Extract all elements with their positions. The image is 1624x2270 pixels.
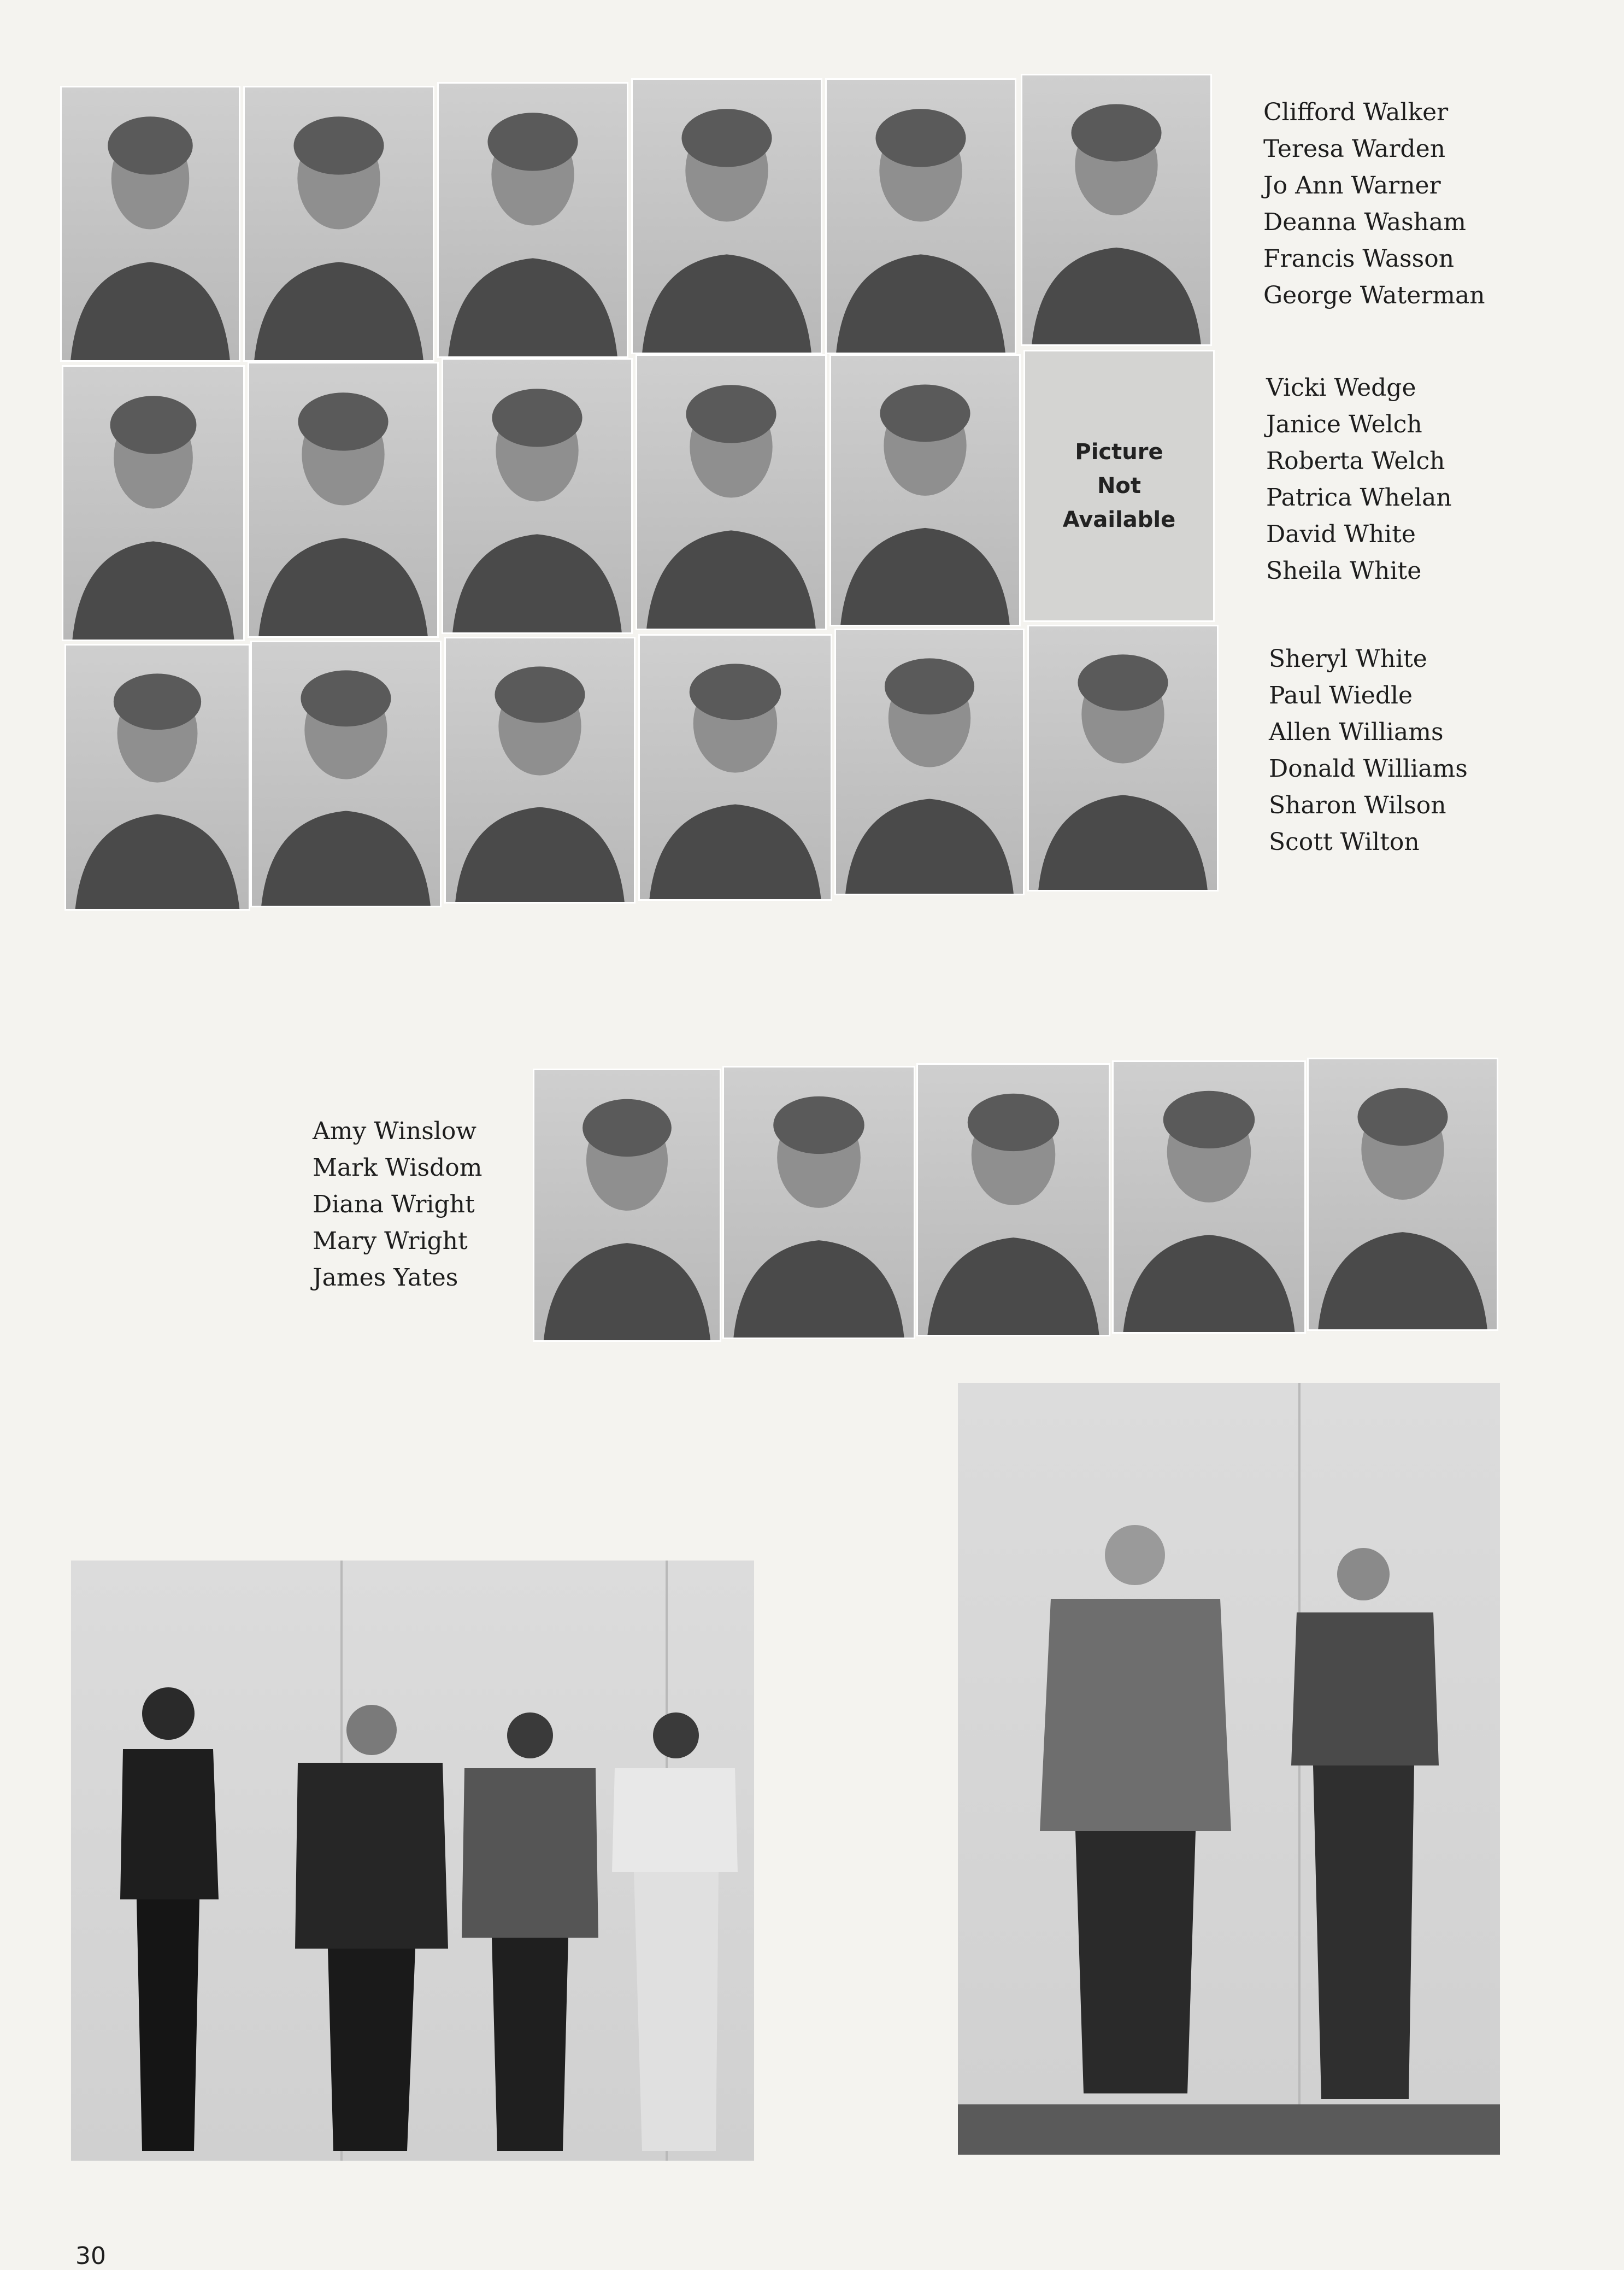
- portrait-james-yates: [1307, 1058, 1498, 1331]
- portrait-amy-winslow: [533, 1069, 721, 1342]
- portrait-david-white: [829, 354, 1021, 626]
- student-name: Donald Williams: [1269, 755, 1468, 783]
- portrait-george-waterman: [1021, 74, 1212, 346]
- portrait-diana-wright: [916, 1063, 1110, 1336]
- portrait-clifford-walker: [60, 86, 240, 362]
- name-list-row-3: [1269, 641, 1468, 860]
- student-name: Amy Winslow: [313, 1117, 477, 1145]
- student-name: Scott Wilton: [1269, 828, 1420, 856]
- portrait-mark-wisdom: [722, 1066, 915, 1339]
- student-name: Mary Wright: [313, 1227, 468, 1255]
- student-name: Vicki Wedge: [1266, 374, 1416, 402]
- student-name: James Yates: [313, 1264, 458, 1292]
- name-list-row-1: [1263, 94, 1485, 314]
- student-name: Roberta Welch: [1266, 447, 1445, 475]
- portrait-janice-welch: [248, 362, 439, 638]
- portrait-sharon-wilson: [834, 629, 1025, 895]
- student-name: David White: [1266, 520, 1416, 548]
- student-name: Sheila White: [1266, 557, 1422, 585]
- picture-not-available-label: Picture Not Available: [1062, 439, 1176, 532]
- student-name: Sheryl White: [1269, 645, 1427, 673]
- group-photo-two-boys: [958, 1383, 1500, 2155]
- picture-not-available-placeholder: [1023, 350, 1215, 622]
- portrait-teresa-warden: [243, 86, 434, 362]
- student-name: Francis Wasson: [1263, 245, 1455, 273]
- portrait-francis-wasson: [825, 78, 1016, 354]
- portrait-allen-williams: [444, 637, 636, 904]
- student-name: Patrica Whelan: [1266, 484, 1452, 512]
- student-name: Teresa Warden: [1263, 135, 1446, 163]
- page-number: 30: [75, 2242, 106, 2270]
- student-name: Paul Wiedle: [1269, 682, 1413, 709]
- portrait-donald-williams: [638, 634, 832, 901]
- portrait-jo-ann-warner: [437, 82, 628, 358]
- portrait-deanna-washam: [631, 78, 822, 354]
- portrait-vicki-wedge: [62, 365, 245, 641]
- student-name: Deanna Washam: [1263, 208, 1466, 236]
- student-name: Jo Ann Warner: [1263, 172, 1441, 200]
- portrait-roberta-welch: [442, 358, 633, 634]
- student-name: Allen Williams: [1269, 718, 1444, 746]
- portrait-paul-wiedle: [250, 641, 442, 907]
- student-name: Diana Wright: [313, 1190, 475, 1218]
- portrait-patrica-whelan: [636, 354, 827, 630]
- portrait-sheryl-white: [64, 644, 250, 911]
- name-list-row-2: [1266, 369, 1452, 589]
- portrait-scott-wilton: [1027, 625, 1219, 891]
- student-name: Clifford Walker: [1263, 98, 1449, 126]
- student-name: Janice Welch: [1266, 410, 1422, 438]
- portrait-mary-wright: [1112, 1060, 1306, 1334]
- student-name: Mark Wisdom: [313, 1154, 483, 1182]
- group-photo-four-boys: [71, 1561, 754, 2161]
- student-name: George Waterman: [1263, 281, 1485, 309]
- student-name: Sharon Wilson: [1269, 791, 1446, 819]
- name-list-row-4: [313, 1113, 482, 1296]
